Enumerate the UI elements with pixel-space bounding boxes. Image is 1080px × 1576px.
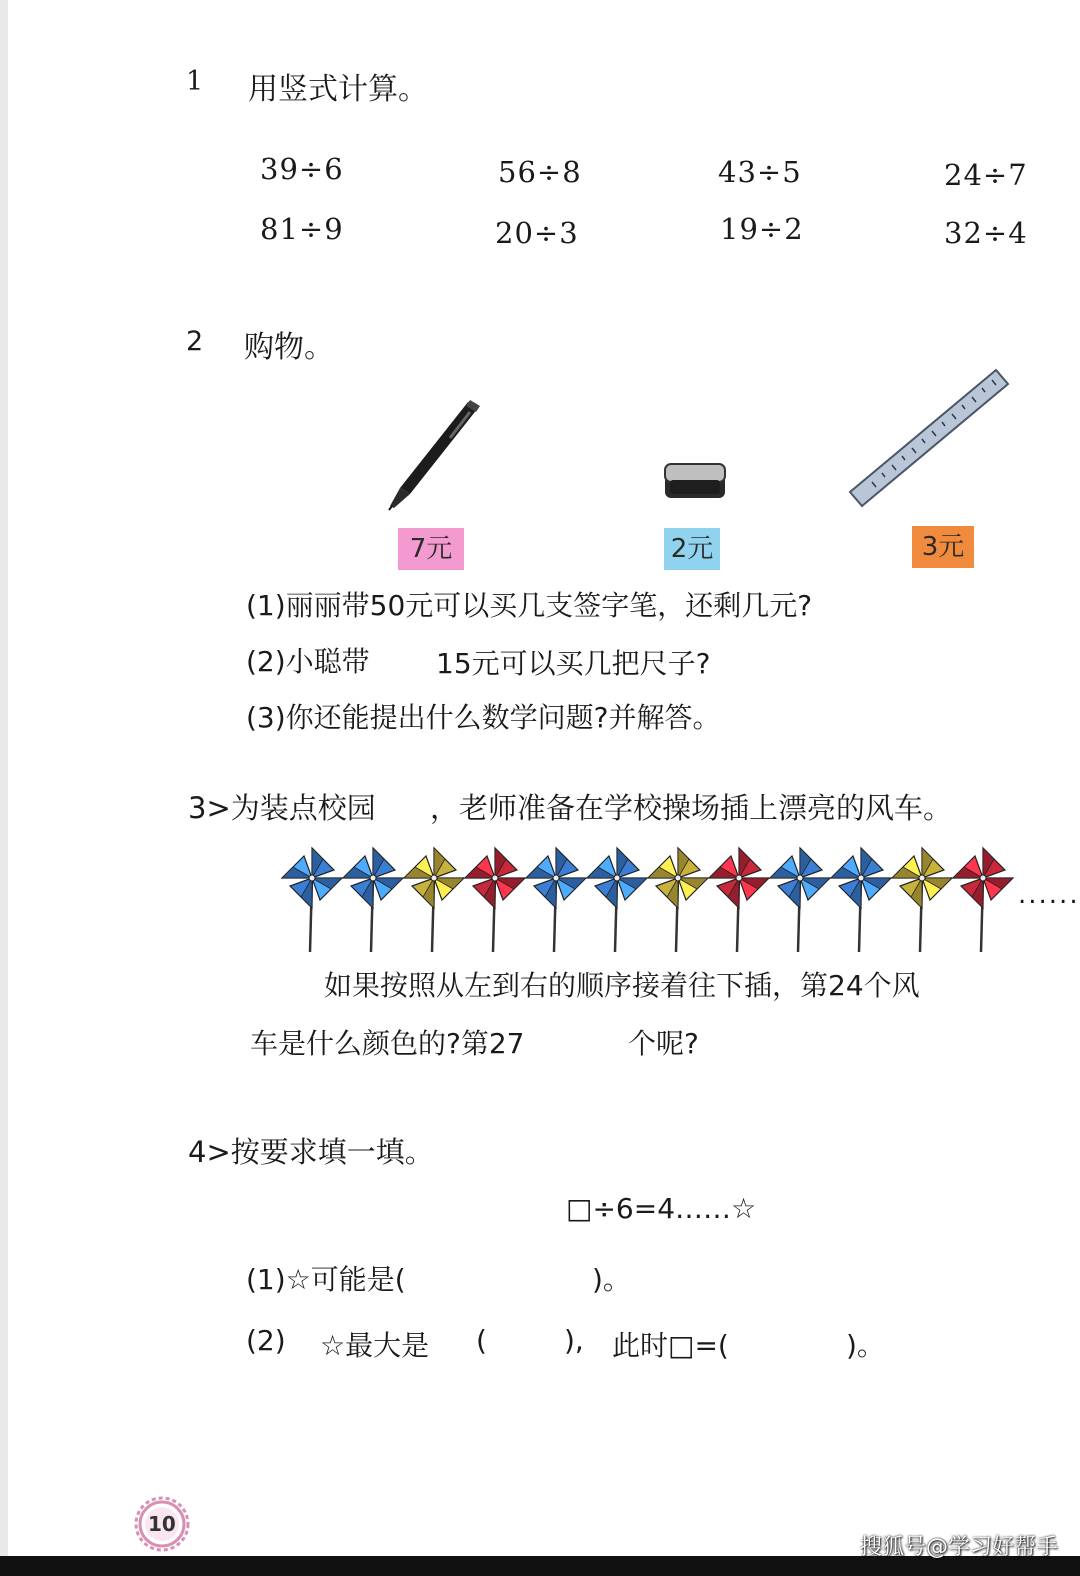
pinwheel-red-icon — [951, 846, 1015, 954]
pinwheel-yellow-icon — [646, 846, 710, 954]
q2-subquestion-1: (1)丽丽带50元可以买几支签字笔，还剩几元? — [246, 589, 813, 622]
pinwheel-yellow-icon — [890, 846, 954, 954]
q4-equation: □÷6=4……☆ — [566, 1192, 757, 1225]
q3-question-line-2-part-a: 车是什么颜色的?第27 — [250, 1027, 525, 1060]
pen-icon — [380, 396, 490, 512]
pinwheel-blue-icon — [280, 846, 344, 954]
pinwheel-blue-icon — [341, 846, 405, 954]
q2-subquestion-2-part-b: 15元可以买几把尺子? — [436, 647, 711, 680]
q1-expr-1: 39÷6 — [260, 152, 344, 186]
q2-title: 购物。 — [244, 330, 334, 365]
pinwheel-red-icon — [463, 846, 527, 954]
q1-expr-7: 19÷2 — [720, 212, 804, 246]
q1-expr-3: 43÷5 — [718, 155, 802, 189]
q2-subquestion-3: (3)你还能提出什么数学问题?并解答。 — [246, 701, 721, 734]
q2-subquestion-2-part-a: (2)小聪带 — [246, 645, 370, 678]
watermark: 搜狐号@学习好帮手 — [860, 1535, 1059, 1560]
ruler-price-tag: 3元 — [912, 526, 974, 568]
q4-subquestion-2-text: ☆最大是 — [320, 1329, 430, 1362]
q3-title-part-a: 3>为装点校园 — [188, 791, 376, 825]
q1-expr-8: 32÷4 — [944, 216, 1028, 250]
q1-expr-2: 56÷8 — [498, 155, 582, 189]
q3-title-part-b: ，老师准备在学校操场插上漂亮的风车。 — [430, 791, 953, 825]
page-number: 10 — [148, 1512, 176, 1536]
q1-title: 用竖式计算。 — [248, 72, 428, 107]
q4-subquestion-1-part-b: )。 — [592, 1263, 631, 1296]
q1-expr-4: 24÷7 — [944, 158, 1028, 192]
q4-subquestion-2-text-b: 此时□=( — [612, 1329, 729, 1362]
pinwheel-red-icon — [707, 846, 771, 954]
q4-subquestion-2-close-paren: ), — [564, 1324, 584, 1357]
pinwheel-row — [280, 846, 1020, 956]
left-edge-shadow — [0, 0, 8, 1576]
pinwheel-blue-icon — [829, 846, 893, 954]
pinwheel-blue-icon — [585, 846, 649, 954]
pinwheel-blue-icon — [768, 846, 832, 954]
q4-subquestion-2-label: (2) — [246, 1324, 286, 1357]
q4-title: 4>按要求填一填。 — [188, 1135, 434, 1169]
pen-price-tag: 7元 — [398, 528, 464, 570]
q4-subquestion-1-part-a: (1)☆可能是( — [246, 1263, 406, 1296]
pinwheel-yellow-icon — [402, 846, 466, 954]
q3-question-line-1: 如果按照从左到右的顺序接着往下插，第24个风 — [324, 969, 920, 1002]
pinwheel-ellipsis: ...... — [1018, 880, 1080, 910]
q4-subquestion-2-end: )。 — [846, 1329, 885, 1362]
q1-expr-5: 81÷9 — [260, 212, 344, 246]
q1-number: 1 — [186, 66, 204, 97]
q1-expr-6: 20÷3 — [495, 216, 579, 250]
q4-subquestion-2-open-paren: ( — [476, 1324, 487, 1357]
ruler-icon — [846, 366, 1012, 510]
q2-number: 2 — [186, 326, 204, 357]
eraser-icon — [662, 460, 730, 502]
q3-question-line-2-part-b: 个呢? — [628, 1027, 699, 1060]
pinwheel-blue-icon — [524, 846, 588, 954]
eraser-price-tag: 2元 — [664, 528, 720, 570]
